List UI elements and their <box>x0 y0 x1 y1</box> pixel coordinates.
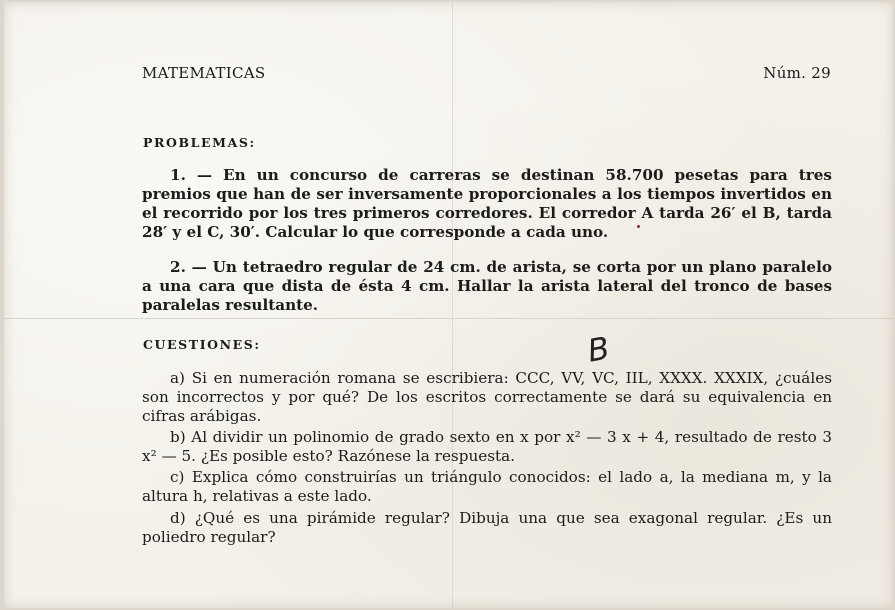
problem-1: 1. — En un concurso de carreras se destinan 58.700 pesetas para tres premios que han de ser inversamente proporcionales a los tiempos invertidos en el recorrido por los tres primeros corredores. El corredor A tarda 26′ el B, tarda 28′ y el C, 30′. Calcular lo que corresponde a cada uno. <box>142 166 832 241</box>
questions-heading: CUESTIONES: <box>143 337 261 352</box>
problems-heading: PROBLEMAS: <box>143 135 256 150</box>
question-b: b) Al dividir un polinomio de grado sexto en x por x² — 3 x + 4, resultado de resto 3 x² — 5. ¿Es posible esto? Razónese la respuesta. <box>142 428 832 465</box>
subject-title: MATEMATICAS <box>142 64 266 82</box>
ink-dot <box>637 225 640 228</box>
question-d: d) ¿Qué es una pirámide regular? Dibuja una que sea exagonal regular. ¿Es un poliedro regular? <box>142 509 832 546</box>
problem-2: 2. — Un tetraedro regular de 24 cm. de arista, se corta por un plano paralelo a una cara que dista de ésta 4 cm. Hallar la arista lateral del tronco de bases paralelas resultante. <box>142 258 832 314</box>
paper-fold-horizontal <box>4 318 893 319</box>
question-a: a) Si en numeración romana se escribiera: CCC, VV, VC, IIL, XXXX. XXXIX, ¿cuáles son incorrectos y por qué? De los escritos correctamente se dará su equivalencia en cifras arábigas. <box>142 369 832 425</box>
exam-number: Núm. 29 <box>763 64 831 82</box>
question-c: c) Explica cómo construirías un triángulo conocidos: el lado a, la mediana m, y la altura h, relativas a este lado. <box>142 468 832 505</box>
handwritten-grade-mark: B <box>585 330 613 370</box>
